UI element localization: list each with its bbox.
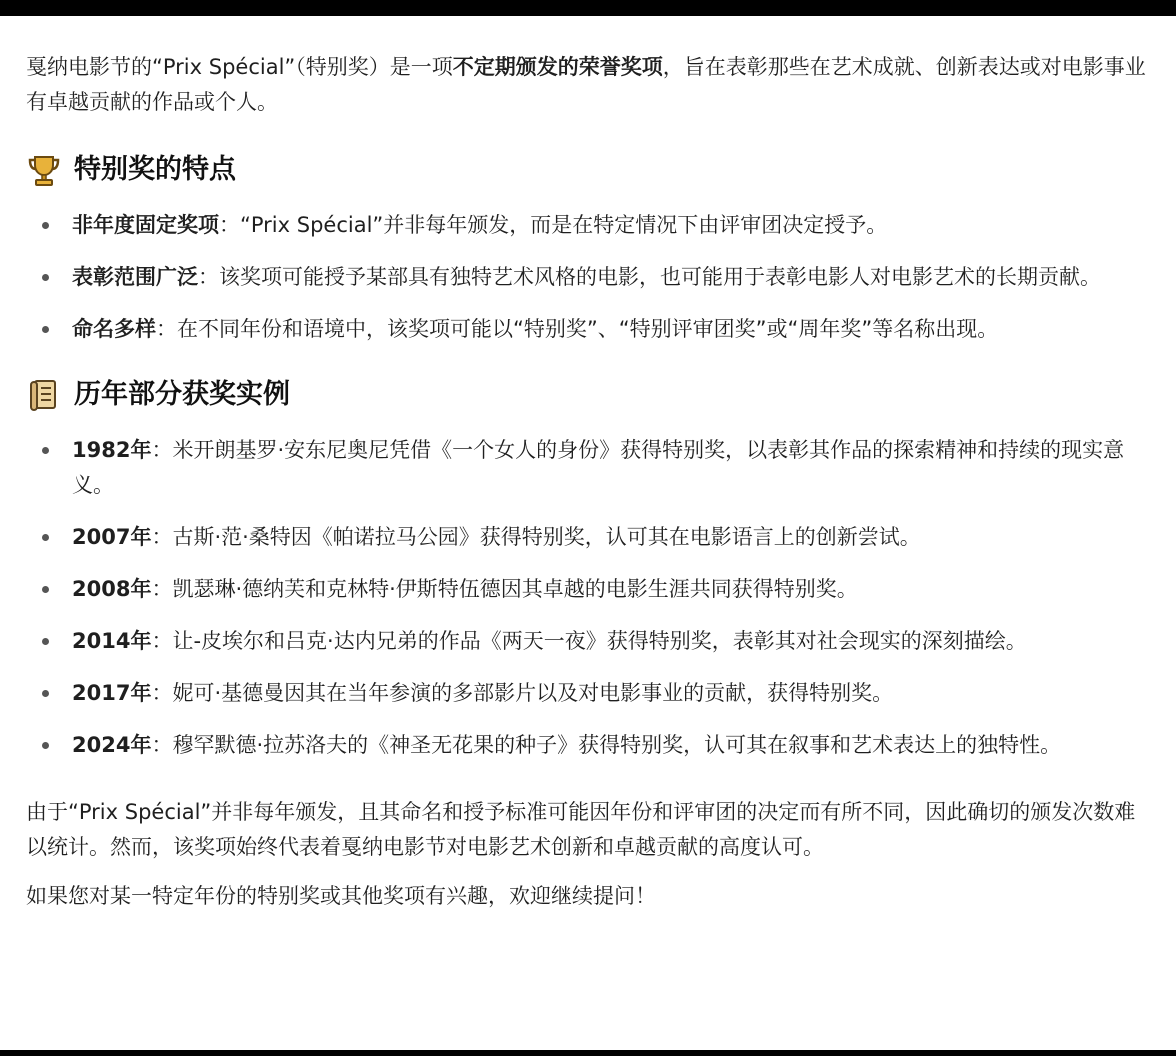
feature-desc: ：在不同年份和语境中，该奖项可能以“特别奖”、“特别评审团奖”或“周年奖”等名称出现。 (156, 317, 999, 341)
example-desc: ：让-皮埃尔和吕克·达内兄弟的作品《两天一夜》获得特别奖，表彰其对社会现实的深刻描绘。 (151, 629, 1027, 653)
example-desc: ：穆罕默德·拉苏洛夫的《神圣无花果的种子》获得特别奖，认可其在叙事和艺术表达上的独特性。 (151, 733, 1062, 757)
example-year: 2008年 (72, 577, 152, 601)
example-year: 2017年 (72, 681, 152, 705)
bullet-dot (42, 222, 49, 229)
example-year: 1982年 (72, 438, 152, 462)
list-item (26, 572, 1150, 607)
bullet-dot (42, 742, 49, 749)
closing-paragraph: 如果您对某一特定年份的特别奖或其他奖项有兴趣，欢迎继续提问！ (26, 884, 656, 908)
examples-list (26, 433, 1150, 763)
assistant-message (26, 16, 1150, 914)
list-item (26, 208, 1150, 243)
feature-desc: ：该奖项可能授予某部具有独特艺术风格的电影，也可能用于表彰电影人对电影艺术的长期贡献。 (198, 265, 1101, 289)
bullet-dot (42, 274, 49, 281)
list-item (26, 728, 1150, 763)
conclusion-paragraph: 由于“Prix Spécial”并非每年颁发，且其命名和授予标准可能因年份和评审团的决定而有所不同，因此确切的颁发次数难以统计。然而，该奖项始终代表着戛纳电影节对电影艺术创新和卓越贡献的高度认可。 (26, 800, 1136, 859)
list-item (26, 312, 1150, 347)
bullet-dot (42, 586, 49, 593)
features-list (26, 208, 1150, 347)
features-heading (26, 150, 1150, 190)
list-item (26, 624, 1150, 659)
example-desc: ：米开朗基罗·安东尼奥尼凭借《一个女人的身份》获得特别奖，以表彰其作品的探索精神和持续的现实意义。 (72, 438, 1125, 497)
example-year: 2024年 (72, 733, 152, 757)
feature-term: 表彰范围广泛 (72, 265, 198, 289)
features-title: 特别奖的特点 (74, 154, 236, 185)
examples-title: 历年部分获奖实例 (74, 379, 290, 410)
intro-text-a: 戛纳电影节的“Prix Spécial”（特别奖）是一项 (26, 55, 453, 79)
intro-bold: 不定期颁发的荣誉奖项 (452, 55, 663, 79)
bullet-dot (42, 447, 49, 454)
trophy-icon (26, 152, 62, 188)
bullet-dot (42, 534, 49, 541)
example-desc: ：妮可·基德曼因其在当年参演的多部影片以及对电影事业的贡献，获得特别奖。 (151, 681, 894, 705)
intro-text-b: ，旨在表彰那些在艺术成就、创新表达或对电影事业有卓越贡献的作品或个人。 (26, 55, 1146, 114)
intro-paragraph (26, 50, 1150, 120)
scroll-icon (26, 377, 62, 413)
bullet-dot (42, 638, 49, 645)
feature-desc: ：“Prix Spécial”并非每年颁发，而是在特定情况下由评审团决定授予。 (219, 213, 888, 237)
list-item (26, 433, 1150, 503)
feature-term: 非年度固定奖项 (72, 213, 219, 237)
bullet-dot (42, 690, 49, 697)
chat-response-panel (0, 16, 1176, 1050)
example-desc: ：古斯·范·桑特因《帕诺拉马公园》获得特别奖，认可其在电影语言上的创新尝试。 (151, 525, 921, 549)
list-item (26, 260, 1150, 295)
example-year: 2014年 (72, 629, 152, 653)
list-item (26, 520, 1150, 555)
bullet-dot (42, 326, 49, 333)
examples-heading (26, 375, 1150, 415)
list-item (26, 676, 1150, 711)
example-year: 2007年 (72, 525, 152, 549)
feature-term: 命名多样 (72, 317, 156, 341)
example-desc: ：凯瑟琳·德纳芙和克林特·伊斯特伍德因其卓越的电影生涯共同获得特别奖。 (151, 577, 858, 601)
